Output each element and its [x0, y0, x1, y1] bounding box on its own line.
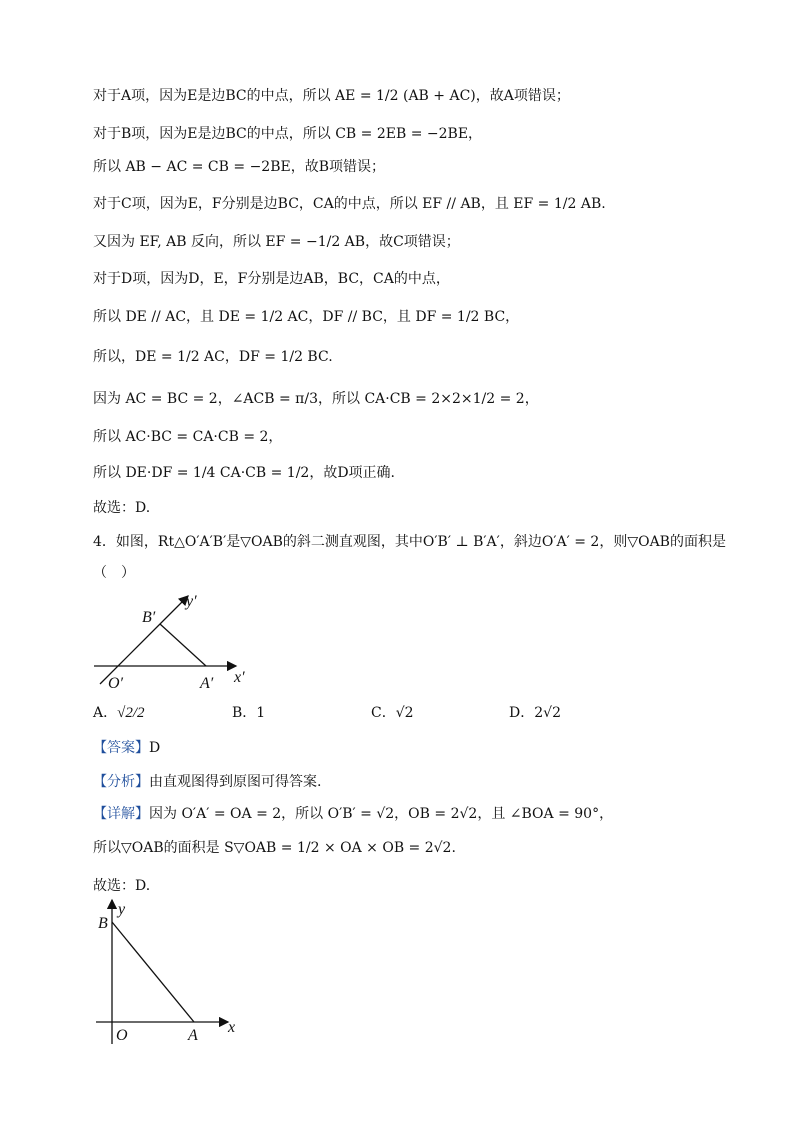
line-d6: 所以 DE·DF = 1/4 CA·CB = 1/2，故D项正确. [93, 465, 396, 481]
choice-c[interactable]: C．√2 [371, 705, 414, 721]
line-d: 对于D项，因为D，E，F分别是边AB，BC，CA的中点， [93, 271, 450, 287]
line-c: 对于C项，因为E，F分别是边BC，CA的中点，所以 EF // AB，且 EF = 1/2 AB. [93, 196, 606, 212]
detail-line-2: 所以▽OAB的面积是 S▽OAB = 1/2 × OA × OB = 2√2. [93, 840, 456, 856]
segment-b-a-prime [160, 624, 206, 666]
line-a: 对于A项，因为E是边BC的中点，所以 AE = 1/2 (AB + AC)，故A项错误； [93, 88, 570, 104]
detail-text-1: 因为 O′A′ = OA = 2，所以 O′B′ = √2，OB = 2√2，且 ∠BOA = 90°， [149, 806, 614, 822]
label-x: x [228, 1019, 236, 1036]
line-d2: 所以 DE // AC，且 DE = 1/2 AC，DF // BC，且 DF = 1/2 BC， [93, 309, 520, 325]
label-a-prime: A′ [200, 675, 214, 692]
original-diagram [94, 896, 254, 1046]
conclusion-1: 故选：D. [93, 500, 151, 516]
analysis-text: 由直观图得到原图可得答案. [149, 774, 322, 790]
analysis-line [93, 772, 321, 792]
label-b: B [98, 915, 108, 932]
label-a: A [188, 1027, 198, 1044]
choice-a[interactable]: A．√2/2 [93, 705, 145, 721]
label-b-prime: B′ [142, 609, 156, 626]
line-d3: 所以，DE = 1/2 AC，DF = 1/2 BC. [93, 349, 333, 365]
label-o: O [116, 1027, 128, 1044]
oblique-diagram [94, 592, 254, 692]
line-b2: 所以 AB − AC = CB = −2BE，故B项错误； [93, 159, 385, 175]
line-c2: 又因为 EF, AB 反向，所以 EF = −1/2 AB，故C项错误； [93, 234, 460, 250]
line-d5: 所以 AC·BC = CA·CB = 2， [93, 429, 283, 445]
choice-d[interactable]: D．2√2 [509, 705, 561, 721]
line-d4: 因为 AC = BC = 2，∠ACB = π/3，所以 CA·CB = 2×2×1/2 = 2， [93, 391, 539, 407]
question-stem: 4．如图，Rt△O′A′B′是▽OAB的斜二测直观图，其中O′B′ ⊥ B′A′，斜边O′A′ = 2，则▽OAB的面积是 [93, 534, 726, 550]
conclusion-2: 故选：D. [93, 878, 151, 894]
label-x-prime: x′ [234, 669, 245, 686]
analysis-tag: 【分析】 [93, 774, 149, 790]
line-b: 对于B项，因为E是边BC的中点，所以 CB = 2EB = −2BE， [93, 126, 483, 142]
detail-tag: 【详解】 [93, 806, 149, 822]
question-paren: （ ） [93, 565, 135, 581]
answer-tag: 【答案】 [93, 740, 149, 756]
label-y-prime: y′ [186, 593, 197, 610]
hypotenuse-ba [112, 922, 194, 1022]
choice-b[interactable]: B．1 [232, 705, 266, 721]
answer-line [93, 738, 160, 758]
answer-value: D [149, 740, 161, 756]
detail-line-1 [93, 804, 613, 824]
label-y: y [118, 901, 126, 918]
label-o-prime: O′ [108, 675, 124, 692]
